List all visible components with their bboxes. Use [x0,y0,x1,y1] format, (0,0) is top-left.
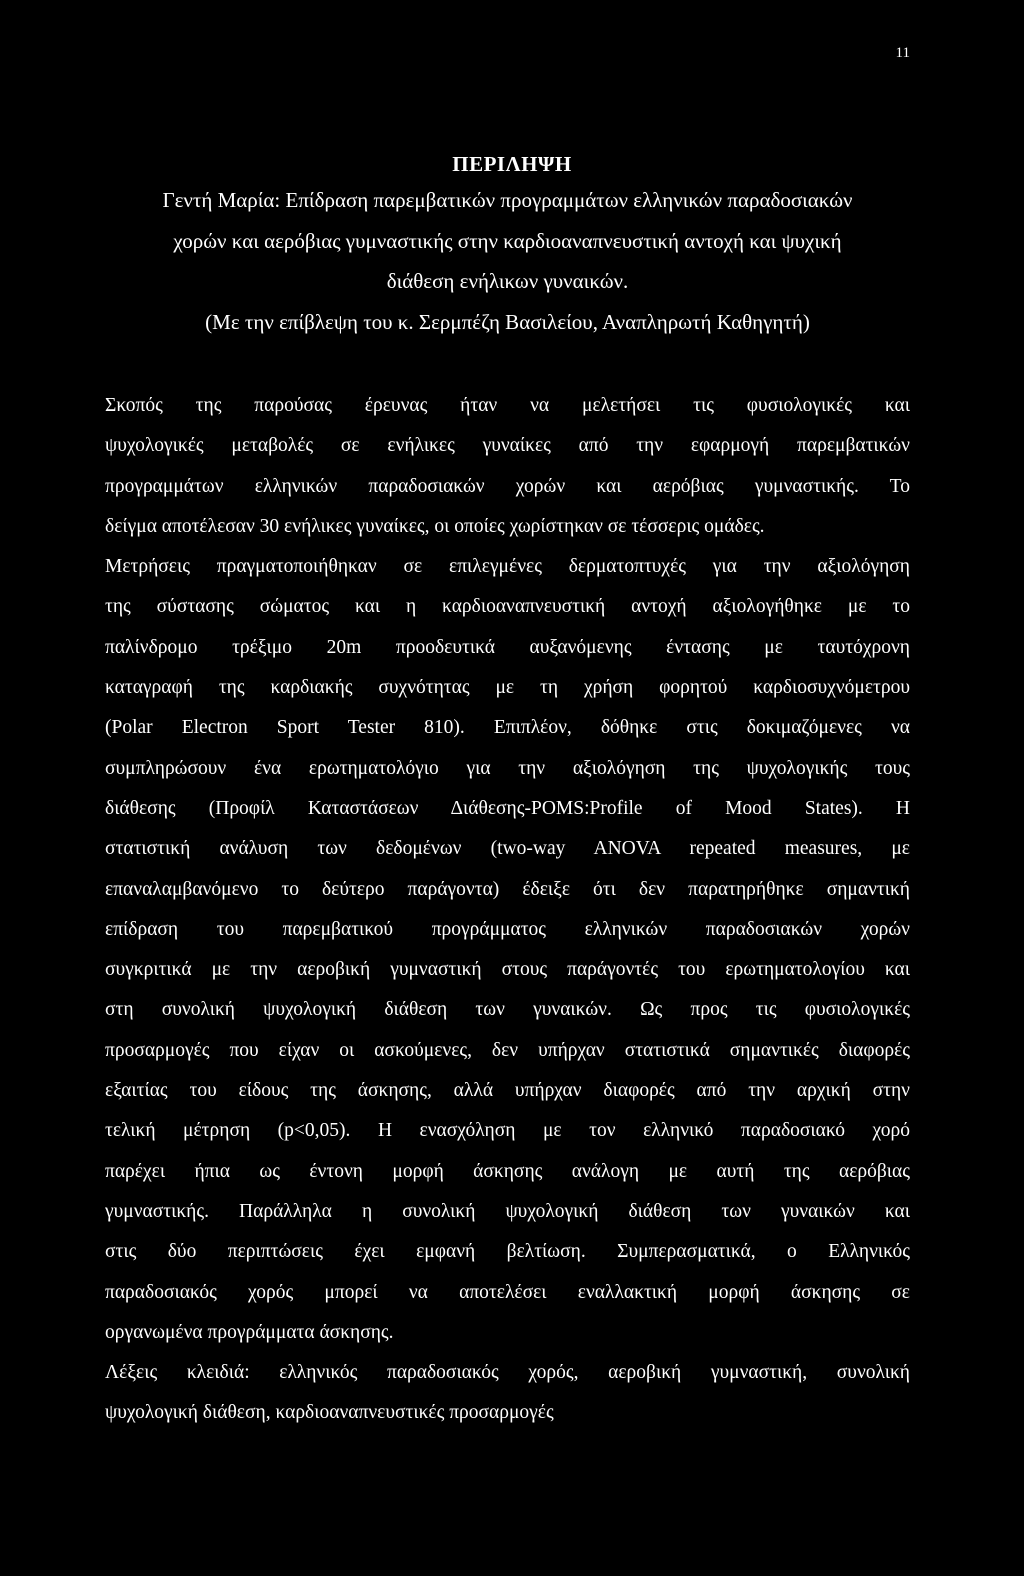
body-line: της σύστασης σώματος και η καρδιοαναπνευστική αντοχή αξιολογήθηκε με το [105,596,910,618]
body-line: καταγραφή της καρδιακής συχνότητας με τη χρήση φορητού καρδιοσυχνόμετρου [105,677,910,699]
body-line: δείγμα αποτέλεσαν 30 ενήλικες γυναίκες, οι οποίες χωρίστηκαν σε τέσσερις ομάδες. [105,515,765,537]
body-line: στατιστική ανάλυση των δεδομένων (two-way ANOVA repeated measures, με [105,838,910,860]
abstract-body [105,386,910,1434]
body-line: Σκοπός της παρούσας έρευνας ήταν να μελετήσει τις φυσιολογικές και [105,395,910,416]
thesis-title-block [105,180,910,342]
body-line: (Polar Electron Sport Tester 810). Επιπλέον, δόθηκε στις δοκιμαζόμενες να [105,717,910,739]
title-line: Γεντή Μαρία: Επίδραση παρεμβατικών προγραμμάτων ελληνικών παραδοσιακών [162,188,853,212]
body-line: συμπληρώσουν ένα ερωτηματολόγιο για την αξιολόγηση της ψυχολογικής τους [105,757,910,779]
body-line: ψυχολογικές μεταβολές σε ενήλικες γυναίκες από την εφαρμογή παρεμβατικών [105,435,910,457]
body-line: επίδραση του παρεμβατικού προγράμματος ελληνικών παραδοσιακών χορών [105,918,910,940]
body-line: προγραμμάτων ελληνικών παραδοσιακών χορών και αερόβιας γυμναστικής. Το [105,475,910,497]
body-line: συγκριτικά με την αεροβική γυμναστική στους παράγοντές του ερωτηματολογίου και [105,959,910,981]
body-line: επαναλαμβανόμενο το δεύτερο παράγοντα) έδειξε ότι δεν παρατηρήθηκε σημαντική [105,878,910,900]
body-line: τελική μέτρηση (p<0,05). Η ενασχόληση με τον ελληνικό παραδοσιακό χορό [105,1120,910,1142]
page-number: 11 [895,45,910,61]
keywords-line: Λέξεις κλειδιά: ελληνικός παραδοσιακός χορός, αεροβική γυμναστική, συνολική [105,1362,910,1384]
body-line: προσαρμογές που είχαν οι ασκούμενες, δεν υπήρχαν στατιστικά σημαντικές διαφορές [105,1039,910,1061]
title-line: διάθεση ενήλικων γυναικών. [386,269,629,293]
body-line: παρέχει ήπια ως έντονη μορφή άσκησης ανάλογη με αυτή της αερόβιας [105,1160,910,1182]
body-line: στις δύο περιπτώσεις έχει εμφανή βελτίωση. Συμπερασματικά, ο Ελληνικός [105,1241,910,1263]
title-line: χορών και αερόβιας γυμναστικής στην καρδιοαναπνευστική αντοχή και ψυχική [173,228,842,253]
body-line: παραδοσιακός χορός μπορεί να αποτελέσει εναλλακτική μορφή άσκησης σε [105,1281,910,1303]
body-line: στη συνολική ψυχολογική διάθεση των γυναικών. Ως προς τις φυσιολογικές [105,999,910,1021]
body-line: παλίνδρομο τρέξιμο 20m προοδευτικά αυξανόμενης έντασης με ταυτόχρονη [105,636,910,658]
body-line: Μετρήσεις πραγματοποιήθηκαν σε επιλεγμένες δερματοπτυχές για την αξιολόγηση [105,556,910,578]
body-line: οργανωμένα προγράμματα άσκησης. [105,1321,394,1343]
supervisor-line: (Με την επίβλεψη του κ. Σερμπέζη Βασιλείου, Αναπληρωτή Καθηγητή) [205,309,810,334]
keywords-line: ψυχολογική διάθεση, καρδιοαναπνευστικές προσαρμογές [105,1402,554,1424]
abstract-heading: ΠΕΡΙΛΗΨΗ [452,152,572,176]
body-line: διάθεσης (Προφίλ Καταστάσεων Διάθεσης-POMS:Profile of Mood States). Η [105,797,910,819]
body-line: γυμναστικής. Παράλληλα η συνολική ψυχολογική διάθεση των γυναικών και [105,1200,910,1222]
body-line: εξαιτίας του είδους της άσκησης, αλλά υπήρχαν διαφορές από την αρχική στην [105,1080,910,1102]
